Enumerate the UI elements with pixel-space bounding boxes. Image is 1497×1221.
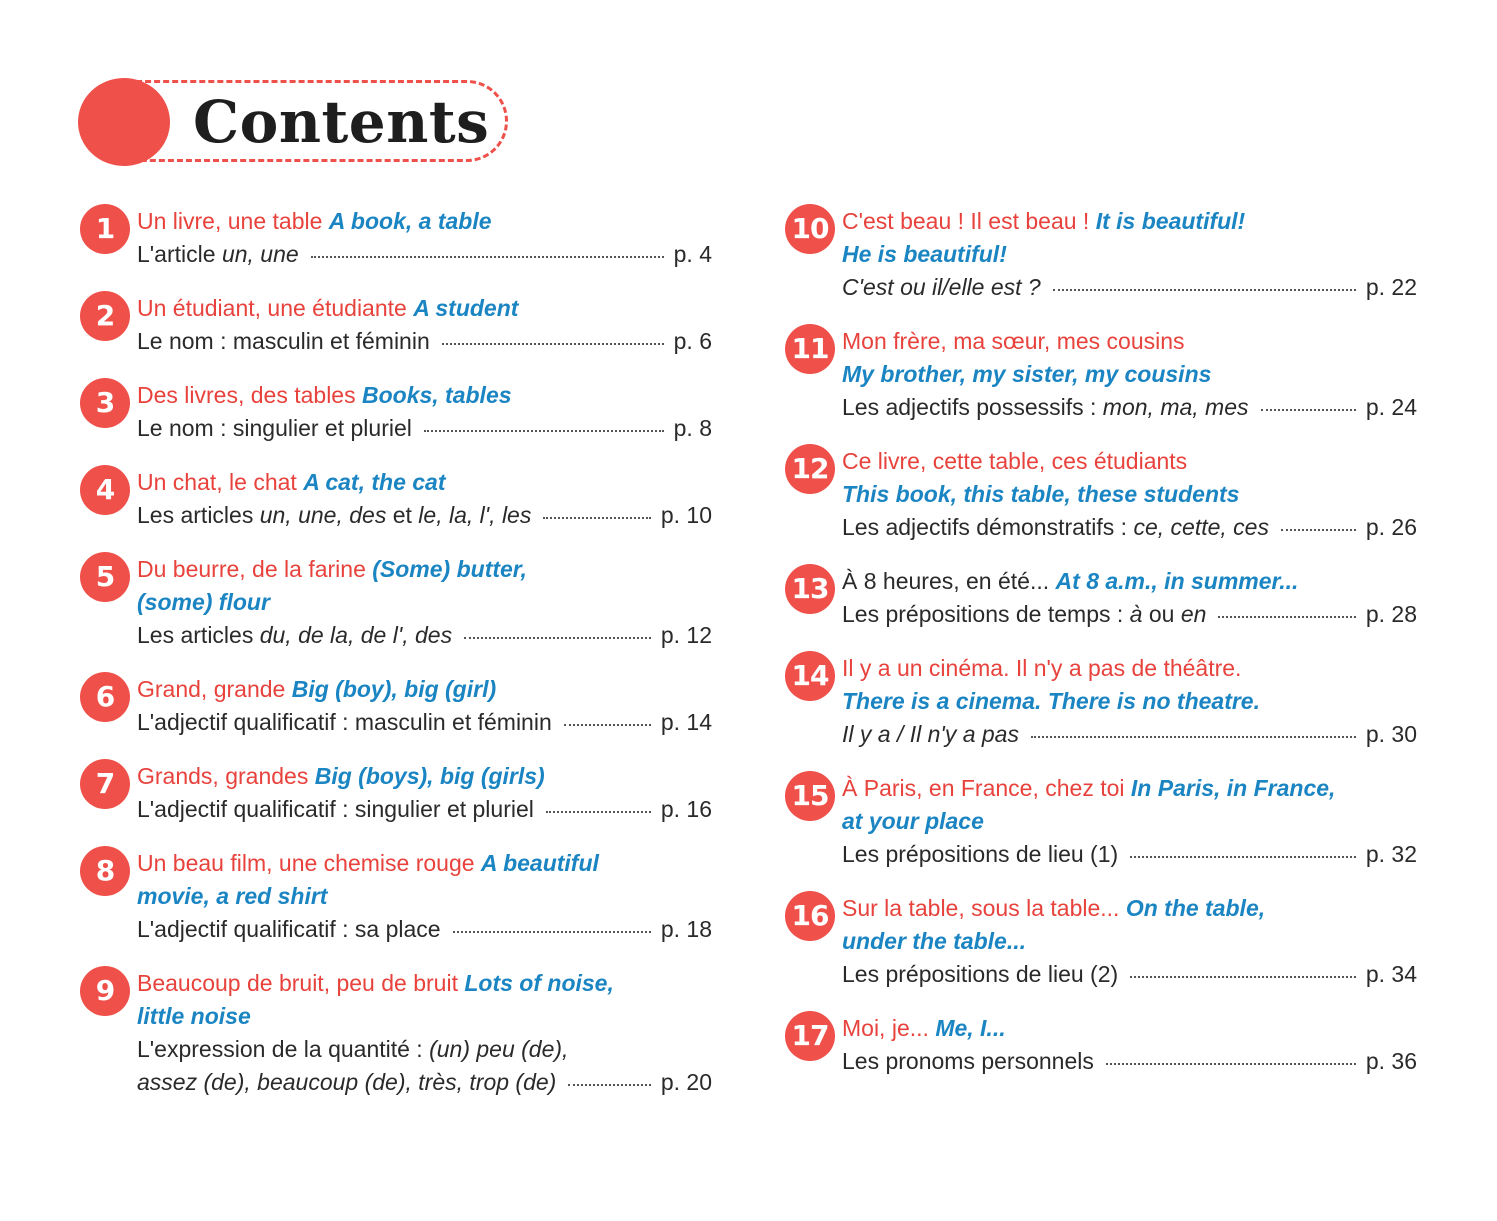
page-number: p. 16	[660, 796, 712, 822]
page-number: p. 12	[660, 622, 712, 648]
chapter-title-english: under the table...	[842, 928, 1027, 954]
chapter-title-english: Books, tables	[361, 382, 512, 408]
chapter-title	[842, 772, 1417, 805]
grammar-topic-text: Les prépositions de lieu (1)	[842, 841, 1119, 867]
grammar-topic-row	[842, 958, 1417, 991]
grammar-topic-row	[137, 1066, 712, 1099]
dot-leader	[453, 931, 651, 933]
dot-leader	[424, 430, 664, 432]
chapter-title	[137, 967, 712, 1000]
grammar-topic-row	[842, 598, 1417, 631]
toc-entry[interactable]	[80, 967, 712, 1099]
chapter-number-badge: 17	[785, 1011, 835, 1061]
chapter-title-french: Grands, grandes	[137, 763, 309, 789]
grammar-topic-row	[842, 511, 1417, 544]
grammar-topic-row	[137, 793, 712, 826]
chapter-title-english: Big (boy), big (girl)	[291, 676, 497, 702]
page-number: p. 20	[660, 1069, 712, 1095]
dot-leader	[1106, 1063, 1356, 1065]
page-number: p. 34	[1365, 961, 1417, 987]
chapter-title	[842, 892, 1417, 925]
grammar-topic	[842, 838, 1118, 871]
chapter-title	[842, 565, 1417, 598]
dot-leader	[311, 256, 664, 258]
chapter-number-badge: 9	[80, 966, 130, 1016]
grammar-topic-text: Les articles	[137, 622, 260, 648]
dot-leader	[1053, 289, 1356, 291]
page-number: p. 26	[1365, 514, 1417, 540]
page-number: p. 8	[673, 415, 712, 441]
toc-entry[interactable]	[785, 205, 1417, 304]
page-number: p. 6	[673, 328, 712, 354]
chapter-title-english: movie, a red shirt	[137, 883, 328, 909]
dot-leader	[464, 637, 651, 639]
chapter-title-english: My brother, my sister, my cousins	[842, 361, 1212, 387]
chapter-title-english-line	[137, 586, 712, 619]
grammar-topic-italic: le, la, l', les	[418, 502, 532, 528]
chapter-title-english: There is a cinema. There is no theatre.	[842, 688, 1260, 714]
page-number: p. 24	[1365, 394, 1417, 420]
chapter-title-english: (some) flour	[137, 589, 270, 615]
chapter-title-english-line	[842, 805, 1417, 838]
chapter-title-english: In Paris, in France,	[1130, 775, 1336, 801]
grammar-topic-text: Les pronoms personnels	[842, 1048, 1094, 1074]
dot-leader	[1218, 616, 1355, 618]
grammar-topic	[842, 511, 1269, 544]
grammar-topic-text: L'adjectif qualificatif : sa place	[137, 916, 441, 942]
grammar-topic-row	[842, 271, 1417, 304]
chapter-title-french: Sur la table, sous la table...	[842, 895, 1120, 921]
grammar-topic-italic: C'est ou il/elle est ?	[842, 274, 1041, 300]
grammar-topic-italic: (un) peu (de),	[429, 1036, 569, 1062]
page-number: p. 36	[1365, 1048, 1417, 1074]
chapter-number-badge: 1	[80, 204, 130, 254]
dot-leader	[1031, 736, 1356, 738]
chapter-number-badge: 11	[785, 324, 835, 374]
grammar-topic-row	[137, 913, 712, 946]
chapter-number-badge: 2	[80, 291, 130, 341]
chapter-title-french: À 8 heures, en été...	[842, 568, 1050, 594]
grammar-topic	[137, 706, 552, 739]
chapter-title-french: Il y a un cinéma. Il n'y a pas de théâtre.	[842, 655, 1242, 681]
chapter-title	[137, 760, 712, 793]
toc-entry[interactable]	[80, 466, 712, 532]
chapter-title-french: Un chat, le chat	[137, 469, 297, 495]
toc-entry[interactable]	[785, 325, 1417, 424]
page-number: p. 4	[673, 241, 712, 267]
dot-leader	[543, 517, 651, 519]
dot-leader	[1130, 976, 1356, 978]
dot-leader	[442, 343, 664, 345]
chapter-title	[842, 205, 1417, 238]
grammar-topic-italic: du, de la, de l', des	[259, 622, 453, 648]
dot-leader	[564, 724, 651, 726]
chapter-title-english-line	[137, 1000, 712, 1033]
chapter-title-english: This book, this table, these students	[842, 481, 1240, 507]
chapter-title-french: Moi, je...	[842, 1015, 929, 1041]
grammar-topic-text: L'adjectif qualificatif : masculin et féminin	[137, 709, 552, 735]
grammar-topic	[137, 412, 412, 445]
toc-column-left	[80, 205, 712, 1120]
grammar-topic-row	[137, 412, 712, 445]
grammar-topic-row	[137, 619, 712, 652]
chapter-title-english: Big (boys), big (girls)	[314, 763, 545, 789]
grammar-topic-italic: ce, cette, ces	[1133, 514, 1269, 540]
chapter-title-english: at your place	[842, 808, 984, 834]
toc-entry[interactable]	[80, 847, 712, 946]
chapter-title-english-line	[842, 358, 1417, 391]
grammar-topic-row	[842, 1045, 1417, 1078]
grammar-topic-row	[842, 838, 1417, 871]
chapter-title	[137, 847, 712, 880]
chapter-title	[137, 292, 712, 325]
chapter-title-french: C'est beau ! Il est beau !	[842, 208, 1090, 234]
grammar-topic	[137, 913, 441, 946]
page-title: Contents	[193, 88, 490, 156]
chapter-number-badge: 3	[80, 378, 130, 428]
grammar-topic-text: L'article	[137, 241, 222, 267]
grammar-topic-row	[137, 499, 712, 532]
page-number: p. 14	[660, 709, 712, 735]
chapter-title-french: Un livre, une table	[137, 208, 323, 234]
chapter-number-badge: 13	[785, 564, 835, 614]
toc-entry[interactable]	[80, 205, 712, 271]
chapter-title-english-line	[842, 685, 1417, 718]
chapter-title-english: On the table,	[1125, 895, 1266, 921]
dot-leader	[1261, 409, 1356, 411]
grammar-topic	[842, 1045, 1094, 1078]
grammar-topic-line	[137, 1033, 712, 1066]
toc-entry[interactable]	[785, 565, 1417, 631]
grammar-topic-italic: Il y a / Il n'y a pas	[842, 721, 1019, 747]
grammar-topic-italic: assez (de), beaucoup (de), très, trop (de)	[137, 1069, 557, 1095]
grammar-topic-text: Les prépositions de temps :	[842, 601, 1130, 627]
chapter-title-french: Mon frère, ma sœur, mes cousins	[842, 328, 1185, 354]
grammar-topic	[842, 391, 1249, 424]
chapter-title-english: A cat, the cat	[303, 469, 446, 495]
toc-entry[interactable]	[785, 1012, 1417, 1078]
chapter-title-english: A beautiful	[480, 850, 599, 876]
chapter-title-french: Un étudiant, une étudiante	[137, 295, 407, 321]
chapter-title	[842, 1012, 1417, 1045]
grammar-topic-row	[842, 391, 1417, 424]
toc-entry[interactable]	[80, 553, 712, 652]
grammar-topic-text: Les adjectifs possessifs :	[842, 394, 1103, 420]
chapter-title	[137, 553, 712, 586]
toc-entry[interactable]	[80, 760, 712, 826]
chapter-title-english: little noise	[137, 1003, 251, 1029]
chapter-title-french: À Paris, en France, chez toi	[842, 775, 1125, 801]
chapter-number-badge: 16	[785, 891, 835, 941]
chapter-title-english-line	[842, 478, 1417, 511]
grammar-topic-text: Le nom : masculin et féminin	[137, 328, 430, 354]
toc-entry[interactable]	[80, 673, 712, 739]
grammar-topic-italic: mon, ma, mes	[1102, 394, 1249, 420]
grammar-topic	[842, 271, 1041, 304]
chapter-title-english: It is beautiful!	[1095, 208, 1246, 234]
grammar-topic-italic: à	[1129, 601, 1143, 627]
grammar-topic	[137, 1066, 556, 1099]
grammar-topic-text: Le nom : singulier et pluriel	[137, 415, 412, 441]
toc-entry[interactable]	[80, 292, 712, 358]
grammar-topic-italic: un, une, des	[259, 502, 387, 528]
grammar-topic-row	[137, 325, 712, 358]
page-number: p. 10	[660, 502, 712, 528]
chapter-title	[842, 652, 1417, 685]
chapter-title	[842, 325, 1417, 358]
toc-entry[interactable]	[785, 445, 1417, 544]
chapter-number-badge: 5	[80, 552, 130, 602]
header-circle	[78, 78, 170, 166]
page-number: p. 30	[1365, 721, 1417, 747]
chapter-title-english: A student	[413, 295, 519, 321]
grammar-topic	[842, 718, 1019, 751]
chapter-title-french: Beaucoup de bruit, peu de bruit	[137, 970, 458, 996]
toc-column-right	[785, 205, 1417, 1099]
toc-entry[interactable]	[785, 772, 1417, 871]
grammar-topic-row	[137, 706, 712, 739]
contents-header	[78, 78, 510, 166]
grammar-topic	[842, 598, 1206, 631]
toc-entry[interactable]	[80, 379, 712, 445]
chapter-number-badge: 15	[785, 771, 835, 821]
chapter-title-english: He is beautiful!	[842, 241, 1007, 267]
dot-leader	[568, 1084, 651, 1086]
toc-entry[interactable]	[785, 652, 1417, 751]
page-number: p. 18	[660, 916, 712, 942]
chapter-title-english: At 8 a.m., in summer...	[1055, 568, 1299, 594]
chapter-number-badge: 6	[80, 672, 130, 722]
grammar-topic-text: et	[386, 502, 419, 528]
chapter-title-english: A book, a table	[328, 208, 492, 234]
grammar-topic-row	[137, 238, 712, 271]
chapter-number-badge: 4	[80, 465, 130, 515]
chapter-title-french: Du beurre, de la farine	[137, 556, 366, 582]
grammar-topic	[137, 619, 452, 652]
chapter-title-english-line	[137, 880, 712, 913]
page-number: p. 28	[1365, 601, 1417, 627]
grammar-topic	[137, 499, 531, 532]
page-number: p. 22	[1365, 274, 1417, 300]
chapter-title-french: Ce livre, cette table, ces étudiants	[842, 448, 1188, 474]
chapter-number-badge: 12	[785, 444, 835, 494]
grammar-topic-text: ou	[1142, 601, 1181, 627]
chapter-number-badge: 10	[785, 204, 835, 254]
grammar-topic-text: L'adjectif qualificatif : singulier et pluriel	[137, 796, 534, 822]
chapter-title	[137, 205, 712, 238]
grammar-topic	[137, 325, 430, 358]
grammar-topic-text: Les adjectifs démonstratifs :	[842, 514, 1134, 540]
chapter-title-english: Me, I...	[935, 1015, 1006, 1041]
dot-leader	[1130, 856, 1356, 858]
toc-entry[interactable]	[785, 892, 1417, 991]
page-number: p. 32	[1365, 841, 1417, 867]
chapter-title-french: Un beau film, une chemise rouge	[137, 850, 475, 876]
chapter-title	[137, 379, 712, 412]
chapter-title	[842, 445, 1417, 478]
chapter-title-english-line	[842, 238, 1417, 271]
grammar-topic	[137, 793, 534, 826]
grammar-topic-text: Les articles	[137, 502, 260, 528]
chapter-number-badge: 8	[80, 846, 130, 896]
grammar-topic-italic: en	[1180, 601, 1207, 627]
chapter-title-french: Grand, grande	[137, 676, 286, 702]
grammar-topic-text: Les prépositions de lieu (2)	[842, 961, 1119, 987]
chapter-title	[137, 673, 712, 706]
chapter-title-english: Lots of noise,	[464, 970, 614, 996]
dot-leader	[546, 811, 651, 813]
chapter-number-badge: 14	[785, 651, 835, 701]
dot-leader	[1281, 529, 1356, 531]
grammar-topic	[842, 958, 1118, 991]
chapter-title	[137, 466, 712, 499]
chapter-title-french: Des livres, des tables	[137, 382, 356, 408]
grammar-topic-text: L'expression de la quantité :	[137, 1036, 430, 1062]
grammar-topic-row	[842, 718, 1417, 751]
chapter-number-badge: 7	[80, 759, 130, 809]
chapter-title-english-line	[842, 925, 1417, 958]
grammar-topic-italic: un, une	[221, 241, 299, 267]
chapter-title-english: (Some) butter,	[372, 556, 527, 582]
grammar-topic	[137, 238, 299, 271]
